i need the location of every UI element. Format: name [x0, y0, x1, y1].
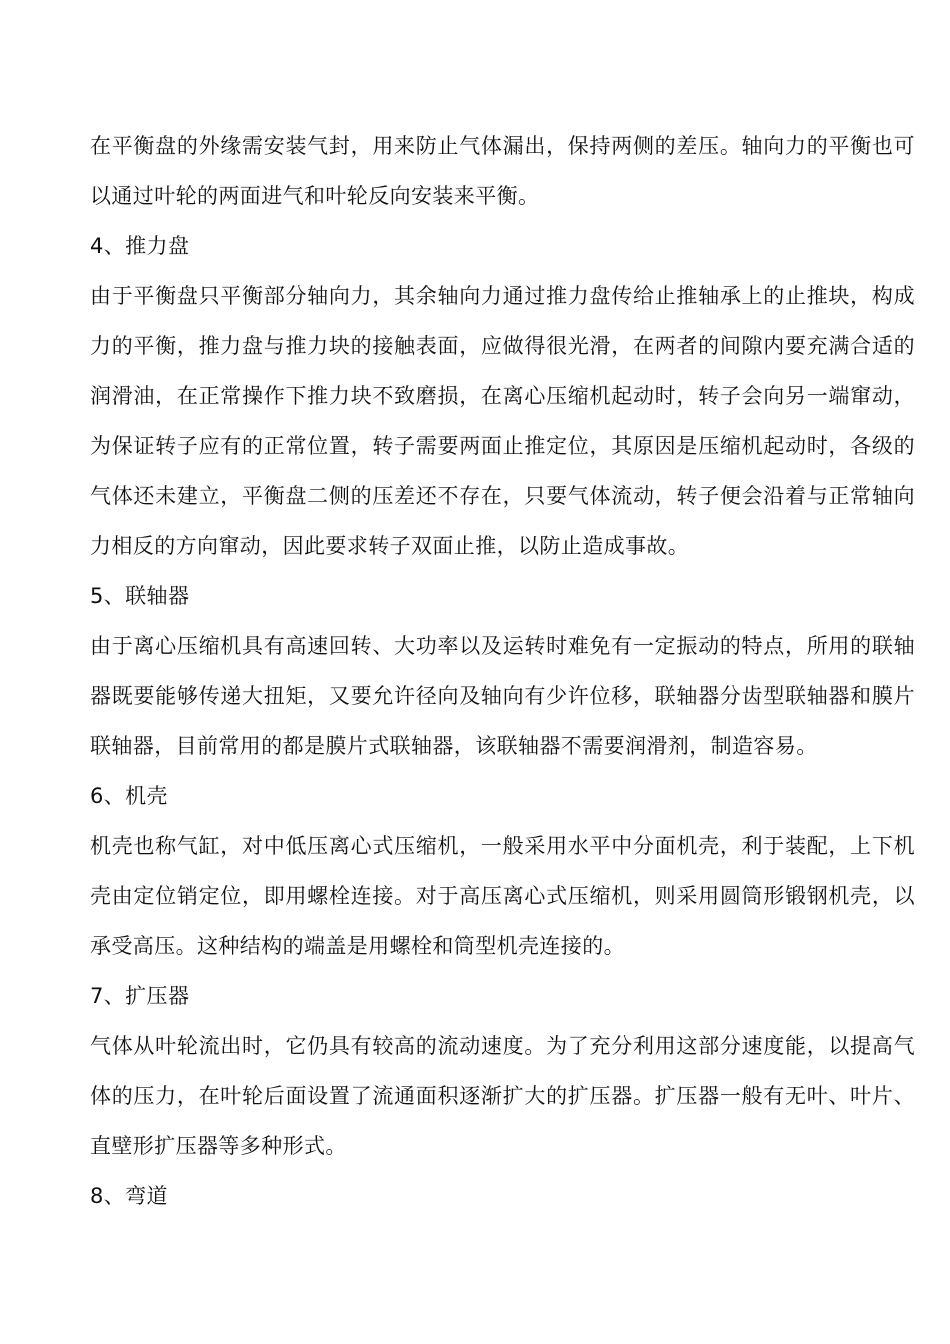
- section-heading-diffuser: 7、扩压器: [90, 984, 190, 1008]
- paragraph-coupling: 由于离心压缩机具有高速回转、大功率以及运转时难免有一定振动的特点，所用的联轴器既要能够传递大扭矩，又要允许径向及轴向有少许位移，联轴器分齿型联轴器和膜片联轴器，目前常用的都是膜片式联轴器，该联轴器不需要润滑剂，制造容易。: [90, 634, 915, 758]
- paragraph-thrust-disc: 由于平衡盘只平衡部分轴向力，其余轴向力通过推力盘传给止推轴承上的止推块，构成力的平衡，推力盘与推力块的接触表面，应做得很光滑，在两者的间隙内要充满合适的润滑油，在正常操作下推力块不致磨损，在离心压缩机起动时，转子会向另一端窜动，为保证转子应有的正常位置，转子需要两面止推定位，其原因是压缩机起动时，各级的气体还未建立，平衡盘二侧的压差还不存在，只要气体流动，转子便会沿着与正常轴向力相反的方向窜动，因此要求转子双面止推，以防止造成事故。: [90, 284, 915, 558]
- paragraph-balance-disc-seal: 在平衡盘的外缘需安装气封，用来防止气体漏出，保持两侧的差压。轴向力的平衡也可以通过叶轮的两面进气和叶轮反向安装来平衡。: [90, 134, 915, 208]
- section-heading-casing: 6、机壳: [90, 784, 168, 808]
- document-body: [90, 121, 915, 1221]
- section-heading-bend: 8、弯道: [90, 1184, 168, 1208]
- section-heading-coupling: 5、联轴器: [90, 584, 190, 608]
- section-heading-thrust-disc: 4、推力盘: [90, 234, 190, 258]
- paragraph-diffuser: 气体从叶轮流出时，它仍具有较高的流动速度。为了充分利用这部分速度能，以提高气体的压力，在叶轮后面设置了流通面积逐渐扩大的扩压器。扩压器一般有无叶、叶片、直壁形扩压器等多种形式。: [90, 1034, 915, 1158]
- paragraph-casing: 机壳也称气缸，对中低压离心式压缩机，一般采用水平中分面机壳，利于装配，上下机壳由定位销定位，即用螺栓连接。对于高压离心式压缩机，则采用圆筒形锻钢机壳，以承受高压。这种结构的端盖是用螺栓和筒型机壳连接的。: [90, 834, 915, 958]
